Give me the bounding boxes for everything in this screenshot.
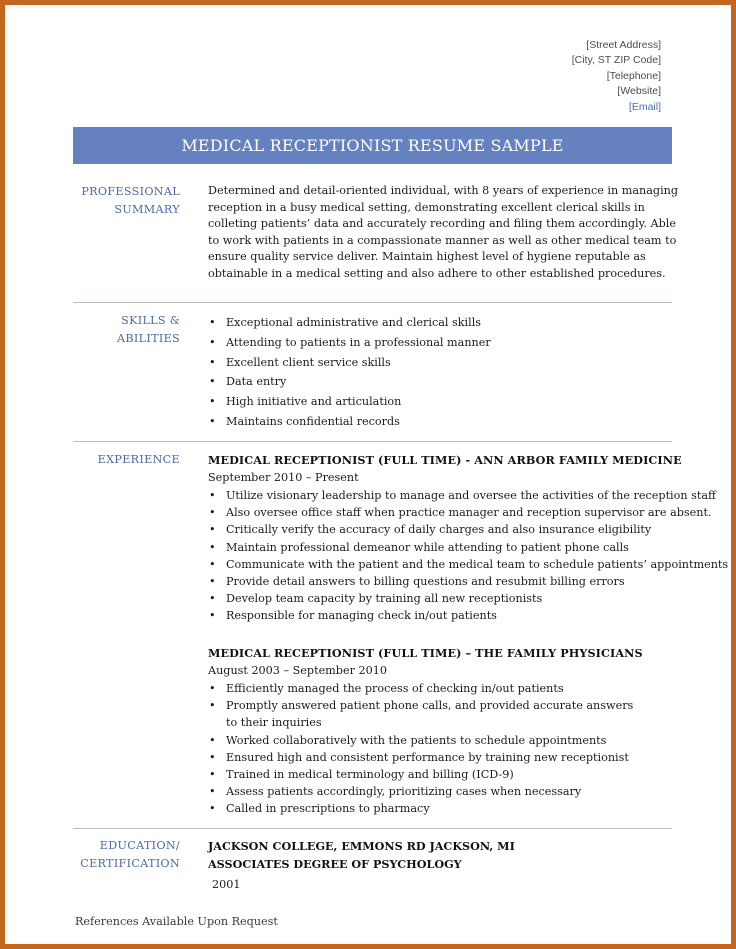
bullet-icon: • xyxy=(209,768,216,782)
duty-item: • Called in prescriptions to pharmacy xyxy=(208,800,648,817)
graduation-year: 2001 xyxy=(212,878,241,891)
duty-item: • Provide detail answers to billing questions and resubmit billing errors xyxy=(208,573,728,590)
summary-label-line1: PROFESSIONAL xyxy=(81,185,180,198)
bullet-icon: • xyxy=(209,489,216,502)
summary-label-line2: SUMMARY xyxy=(114,203,180,216)
duty-item: • Also oversee office staff when practice manager and reception supervisor are absent. xyxy=(208,504,728,521)
city-state-zip: [City, ST ZIP Code] xyxy=(571,54,661,67)
duty-item: • Communicate with the patient and the medical team to schedule patients’ appointments xyxy=(208,556,728,573)
duty-item: • Efficiently managed the process of checking in/out patients xyxy=(208,680,648,697)
email-link[interactable]: [Email] xyxy=(628,100,661,113)
resume-title: MEDICAL RECEPTIONIST RESUME SAMPLE xyxy=(73,127,672,164)
skills-label xyxy=(72,312,180,348)
bullet-icon: • xyxy=(209,523,216,537)
summary-label xyxy=(72,183,180,219)
bullet-icon: • xyxy=(209,395,216,409)
education-label-line2: CERTIFICATION xyxy=(80,857,180,870)
website: [Website] xyxy=(617,85,661,98)
skill-item: • Attending to patients in a professional manner xyxy=(208,333,491,353)
bullet-icon: • xyxy=(209,355,216,369)
duty-item: • Maintain professional demeanor while attending to patient phone calls xyxy=(208,539,728,556)
bullet-icon: • xyxy=(209,375,216,389)
bullet-icon: • xyxy=(209,609,216,623)
skill-item: • Exceptional administrative and clerical skills xyxy=(208,313,491,333)
section-divider xyxy=(73,441,672,442)
duty-item: • Utilize visionary leadership to manage and oversee the activities of the reception staff xyxy=(208,487,728,504)
job-title: MEDICAL RECEPTIONIST (FULL TIME) – THE FAMILY PHYSICIANS xyxy=(208,646,643,660)
job-duties-list xyxy=(208,487,728,625)
job-title: MEDICAL RECEPTIONIST (FULL TIME) - ANN ARBOR FAMILY MEDICINE xyxy=(208,453,682,467)
skills-label-line2: ABILITIES xyxy=(117,332,180,345)
references-note: References Available Upon Request xyxy=(75,915,278,928)
bullet-icon: • xyxy=(209,785,216,799)
bullet-icon: • xyxy=(209,316,216,329)
telephone: [Telephone] xyxy=(606,69,661,82)
duty-item: • Critically verify the accuracy of daily charges and also insurance eligibility xyxy=(208,521,728,538)
section-divider xyxy=(73,302,672,303)
bullet-icon: • xyxy=(209,335,216,349)
school-name: JACKSON COLLEGE, EMMONS RD JACKSON, MI xyxy=(208,839,515,853)
skill-item: • High initiative and articulation xyxy=(208,392,491,412)
bullet-icon: • xyxy=(209,592,216,606)
bullet-icon: • xyxy=(209,506,216,520)
bullet-icon: • xyxy=(209,540,216,554)
bullet-icon: • xyxy=(209,682,216,695)
duty-item: • Assess patients accordingly, prioritizing cases when necessary xyxy=(208,783,648,800)
bullet-icon: • xyxy=(209,802,216,816)
street-address: [Street Address] xyxy=(586,39,661,51)
bullet-icon: • xyxy=(209,733,216,747)
duty-item: • Develop team capacity by training all new receptionists xyxy=(208,590,728,607)
job-dates: September 2010 – Present xyxy=(208,471,359,484)
education-label xyxy=(72,837,180,873)
summary-text: Determined and detail-oriented individual, with 8 years of experience in managing reception in a busy medical setting, demonstrating excellent clerical skills in colleting patients’ data and accurately recording and filing them accordingly. Able to work with patients in a compassionate manner as well as other medical team to ensure quality service deliver. Maintain highest level of hygiene reputable as obtainable in a medical setting and also adhere to other established procedures. xyxy=(208,184,679,280)
section-divider xyxy=(73,828,672,829)
bullet-icon: • xyxy=(209,557,216,571)
bullet-icon: • xyxy=(209,414,216,428)
duty-item: • Ensured high and consistent performance by training new receptionist xyxy=(208,749,648,766)
bullet-icon: • xyxy=(209,750,216,764)
job-duties-list xyxy=(208,680,648,818)
skill-item: • Excellent client service skills xyxy=(208,353,491,373)
education-label-line1: EDUCATION/ xyxy=(99,839,180,852)
duty-item: • Responsible for managing check in/out patients xyxy=(208,607,728,624)
skills-label-line1: SKILLS & xyxy=(121,314,180,327)
skill-item: • Maintains confidential records xyxy=(208,412,491,432)
duty-item: • Promptly answered patient phone calls, and provided accurate answers to their inquiries xyxy=(209,699,634,730)
bullet-icon: • xyxy=(209,699,216,713)
bullet-icon: • xyxy=(209,575,216,589)
skills-list xyxy=(208,313,491,432)
contact-block xyxy=(572,38,661,115)
experience-label: EXPERIENCE xyxy=(97,453,180,466)
duty-item: • Worked collaboratively with the patients to schedule appointments xyxy=(208,732,648,749)
degree-name: ASSOCIATES DEGREE OF PSYCHOLOGY xyxy=(208,857,462,871)
duty-item: • Trained in medical terminology and billing (ICD-9) xyxy=(208,766,648,783)
skill-item: • Data entry xyxy=(208,372,491,392)
job-dates: August 2003 – September 2010 xyxy=(208,664,387,677)
